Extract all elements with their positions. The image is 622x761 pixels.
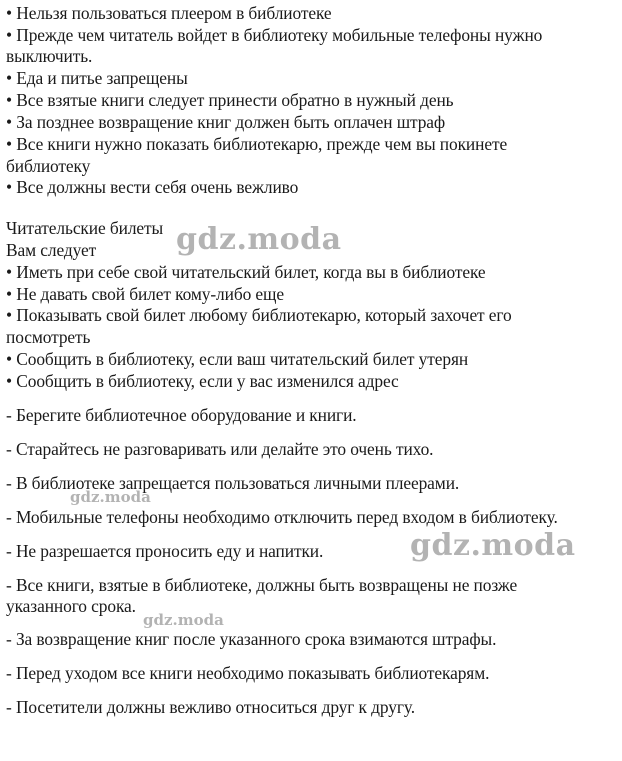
- ticket-rule-line: посмотреть: [6, 327, 91, 347]
- rule-line: выключить.: [6, 46, 93, 66]
- rule-line: • Нельзя пользоваться плеером в библиотеке: [6, 3, 332, 23]
- watermark: gdz.moda: [410, 528, 576, 563]
- rule-line: • За позднее возвращение книг должен быть оплачен штраф: [6, 112, 446, 132]
- watermark: gdz.moda: [70, 488, 151, 506]
- rule-line: - Перед уходом все книги необходимо показывать библиотекарям.: [6, 663, 490, 683]
- ticket-rule-line: • Сообщить в библиотеку, если у вас изменился адрес: [6, 371, 399, 391]
- rule-line: - Берегите библиотечное оборудование и книги.: [6, 405, 357, 425]
- rule-line: указанного срока.: [6, 596, 136, 616]
- rule-line: • Все должны вести себя очень вежливо: [6, 177, 299, 197]
- ticket-rule-line: • Иметь при себе свой читательский билет, когда вы в библиотеке: [6, 262, 486, 282]
- ticket-rule-line: • Показывать свой билет любому библиотекарю, который захочет его: [6, 305, 512, 325]
- rule-line: - В библиотеке запрещается пользоваться личными плеерами.: [6, 473, 460, 493]
- rule-line: - Все книги, взятые в библиотеке, должны быть возвращены не позже: [6, 575, 518, 595]
- rule-line: - Мобильные телефоны необходимо отключить перед входом в библиотеку.: [6, 507, 558, 527]
- rule-line: • Все книги нужно показать библиотекарю, прежде чем вы покинете: [6, 134, 508, 154]
- tickets-heading: Читательские билеты: [6, 218, 164, 238]
- watermark: gdz.moda: [143, 611, 224, 629]
- rule-line: - За возвращение книг после указанного срока взимаются штрафы.: [6, 629, 497, 649]
- ticket-rule-line: • Не давать свой билет кому-либо еще: [6, 284, 284, 304]
- rule-line: - Не разрешается проносить еду и напитки.: [6, 541, 324, 561]
- watermark: gdz.moda: [176, 222, 342, 257]
- rule-line: - Старайтесь не разговаривать или делайте это очень тихо.: [6, 439, 434, 459]
- ticket-rule-line: • Сообщить в библиотеку, если ваш читательский билет утерян: [6, 349, 469, 369]
- rule-line: - Посетители должны вежливо относиться друг к другу.: [6, 697, 415, 717]
- rule-line: • Все взятые книги следует принести обратно в нужный день: [6, 90, 454, 110]
- rule-line: • Еда и питье запрещены: [6, 68, 188, 88]
- tickets-intro: Вам следует: [6, 240, 97, 260]
- rule-line: библиотеку: [6, 156, 91, 176]
- rule-line: • Прежде чем читатель войдет в библиотеку мобильные телефоны нужно: [6, 25, 543, 45]
